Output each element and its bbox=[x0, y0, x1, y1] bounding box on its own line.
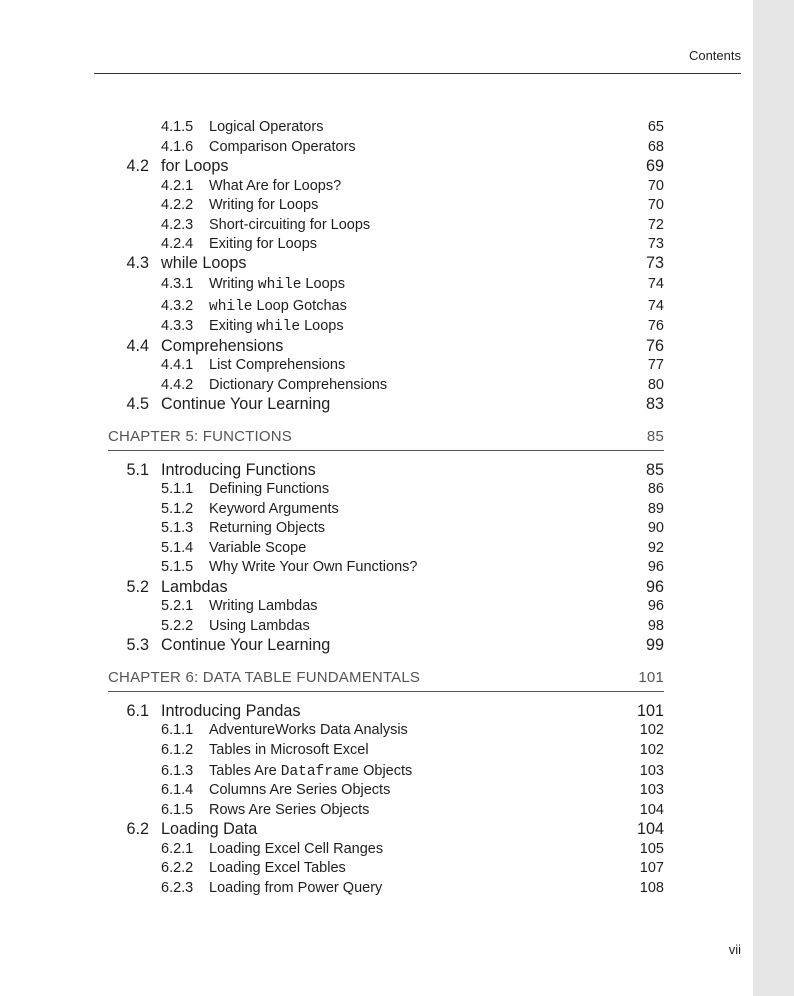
toc-entry-number: 4.2 bbox=[126, 157, 149, 175]
toc-entry-number: 5.1.5 bbox=[161, 559, 194, 575]
toc-entry-page: 89 bbox=[647, 501, 664, 517]
toc-entry-title bbox=[209, 215, 370, 235]
toc-entry-number: 4.2.3 bbox=[161, 217, 194, 233]
toc-entry-text: Logical Operators bbox=[209, 119, 324, 135]
toc-entry-title bbox=[209, 740, 369, 760]
toc-entry-text: Variable Scope bbox=[209, 540, 307, 556]
toc-entry-title bbox=[209, 538, 306, 558]
toc-entry-number: 5.3 bbox=[126, 636, 149, 654]
toc-entry-page: 108 bbox=[639, 880, 664, 896]
toc-entry-page: 103 bbox=[639, 782, 664, 798]
toc-entry-page: 107 bbox=[639, 860, 664, 876]
toc-entry-page: 104 bbox=[639, 802, 664, 818]
page-number: vii bbox=[728, 942, 741, 957]
toc-entry-title bbox=[161, 701, 301, 721]
toc-entry-text: Defining Functions bbox=[209, 481, 330, 497]
toc-entry-text: Returning Objects bbox=[209, 520, 326, 536]
toc-entry-page: 105 bbox=[639, 841, 664, 857]
toc-entry-text: Loading Excel Tables bbox=[209, 860, 346, 876]
toc-entry-page: 90 bbox=[647, 520, 664, 536]
toc-entry-number: 4.3.1 bbox=[161, 276, 194, 292]
toc-entry-code-text: while bbox=[256, 319, 301, 335]
toc-chapter-heading bbox=[108, 426, 664, 451]
toc-entry-text: Dictionary Comprehensions bbox=[209, 377, 388, 393]
toc-entry-page: 102 bbox=[639, 742, 664, 758]
toc-entry-text: Writing Lambdas bbox=[209, 598, 318, 614]
toc-entry-page: 85 bbox=[646, 428, 664, 445]
toc-entry-title bbox=[209, 355, 345, 375]
toc-entry-code-text: while bbox=[209, 299, 253, 315]
toc-entry-page: 73 bbox=[645, 254, 664, 272]
toc-entry-number: 4.2.4 bbox=[161, 236, 194, 252]
toc-entry-code-text: while bbox=[257, 277, 302, 293]
toc-entry-number: 5.2.1 bbox=[161, 598, 194, 614]
toc-entry-page: 86 bbox=[647, 481, 664, 497]
toc-entry-number: 4.4.2 bbox=[161, 377, 194, 393]
toc-entry-title bbox=[161, 156, 229, 176]
toc-entry-number: 4.1.5 bbox=[161, 119, 194, 135]
toc-entry-title bbox=[209, 176, 341, 196]
toc-entry-text: CHAPTER 5: FUNCTIONS bbox=[108, 428, 293, 445]
toc-entry-title bbox=[209, 195, 318, 215]
toc-entry-title bbox=[209, 137, 356, 157]
toc-entry-page: 103 bbox=[639, 763, 664, 779]
toc-entry-page: 83 bbox=[645, 395, 664, 413]
toc-entry-number: 6.1 bbox=[126, 702, 149, 720]
toc-entry-text: Comprehensions bbox=[161, 337, 284, 355]
toc-entry-text: Continue Your Learning bbox=[161, 636, 331, 654]
toc-entry-page: 70 bbox=[647, 178, 664, 194]
toc-entry-title bbox=[209, 274, 345, 295]
toc-entry-number: 5.1.3 bbox=[161, 520, 194, 536]
toc-entry-page: 99 bbox=[645, 636, 664, 654]
toc-entry-text: Lambdas bbox=[161, 578, 228, 596]
toc-entry-title bbox=[209, 800, 369, 820]
toc-entry-page: 65 bbox=[647, 119, 664, 135]
running-head: Contents bbox=[688, 48, 741, 63]
toc-entry-page: 96 bbox=[645, 578, 664, 596]
toc-entry-title bbox=[161, 253, 247, 273]
toc-entry-title bbox=[209, 596, 318, 616]
toc-entry-title bbox=[209, 296, 347, 317]
header-rule bbox=[94, 73, 741, 74]
toc-entry-text: Rows Are Series Objects bbox=[209, 802, 370, 818]
toc-entry-page: 76 bbox=[645, 337, 664, 355]
toc-entry-page: 101 bbox=[636, 702, 664, 720]
toc-entry-title bbox=[161, 460, 316, 480]
toc-entry-number: 6.2.1 bbox=[161, 841, 194, 857]
toc-entry-title bbox=[108, 426, 292, 448]
toc-entry-text: AdventureWorks Data Analysis bbox=[209, 722, 408, 738]
toc-entry-number: 4.3 bbox=[126, 254, 149, 272]
toc-entry-text: Introducing Pandas bbox=[161, 702, 301, 720]
toc-entry-title bbox=[209, 839, 383, 859]
toc-entry-title bbox=[209, 518, 325, 538]
toc-entry-title bbox=[209, 375, 387, 395]
toc-entry-number: 5.1.4 bbox=[161, 540, 194, 556]
toc-entry-number: 5.1 bbox=[126, 461, 149, 479]
toc-entry-number: 5.1.2 bbox=[161, 501, 194, 517]
toc-entry-text: Objects bbox=[359, 763, 413, 779]
toc-entry-page: 77 bbox=[647, 357, 664, 373]
toc-entry-page: 102 bbox=[639, 722, 664, 738]
toc-entry-page: 69 bbox=[645, 157, 664, 175]
toc-entry-number: 4.2.1 bbox=[161, 178, 194, 194]
page-margin-strip bbox=[753, 0, 794, 996]
toc-entry-title bbox=[209, 557, 417, 577]
toc-entry-page: 68 bbox=[647, 139, 664, 155]
toc-entry-page: 70 bbox=[647, 197, 664, 213]
toc-entry-text: Loop Gotchas bbox=[252, 298, 347, 314]
toc-entry-number: 4.4.1 bbox=[161, 357, 194, 373]
toc-entry-text: Loading Data bbox=[161, 820, 258, 838]
toc-entry-page: 104 bbox=[636, 820, 664, 838]
toc-entry-page: 72 bbox=[647, 217, 664, 233]
toc-entry-number: 6.1.1 bbox=[161, 722, 194, 738]
toc-entry-number: 4.3.2 bbox=[161, 298, 194, 314]
toc-entry-text: Writing bbox=[209, 276, 258, 292]
toc-entry-number: 5.1.1 bbox=[161, 481, 194, 497]
toc-entry-number: 6.2 bbox=[126, 820, 149, 838]
toc-entry-text: Loops bbox=[300, 318, 344, 334]
toc-entry-title bbox=[209, 780, 390, 800]
toc-entry-title bbox=[161, 336, 283, 356]
toc-entry-number: 6.1.3 bbox=[161, 763, 194, 779]
toc-entry-page: 73 bbox=[647, 236, 664, 252]
toc-entry-text: Continue Your Learning bbox=[161, 395, 331, 413]
toc-entry-title bbox=[108, 667, 420, 689]
toc-entry-number: 6.2.2 bbox=[161, 860, 194, 876]
toc-entry-page: 96 bbox=[647, 598, 664, 614]
toc-entry-text: Loading Excel Cell Ranges bbox=[209, 841, 384, 857]
toc-entry-title bbox=[209, 761, 412, 782]
toc-entry-title bbox=[161, 819, 257, 839]
toc-entry-title bbox=[161, 577, 228, 597]
toc-entry-text: Loading from Power Query bbox=[209, 880, 383, 896]
toc-entry-title bbox=[209, 479, 329, 499]
toc-entry-title bbox=[209, 234, 317, 254]
toc-entry-text: Tables in Microsoft Excel bbox=[209, 742, 369, 758]
toc-entry-page: 74 bbox=[647, 276, 664, 292]
toc-entry-text: CHAPTER 6: DATA TABLE FUNDAMENTALS bbox=[108, 669, 421, 686]
toc-entry-page: 92 bbox=[647, 540, 664, 556]
toc-entry-title bbox=[209, 316, 344, 337]
toc-entry-text: Why Write Your Own Functions? bbox=[209, 559, 418, 575]
toc-entry-page: 85 bbox=[645, 461, 664, 479]
toc-entry-title bbox=[209, 616, 310, 636]
toc-entry-text: Exiting bbox=[209, 318, 257, 334]
toc-entry-text: Short-circuiting for Loops bbox=[209, 217, 371, 233]
toc-entry-text: Keyword Arguments bbox=[209, 501, 339, 517]
toc-entry-text: Tables Are bbox=[209, 763, 281, 779]
toc-entry-title bbox=[209, 858, 346, 878]
toc-entry-page: 74 bbox=[647, 298, 664, 314]
toc-entry-text: Columns Are Series Objects bbox=[209, 782, 391, 798]
toc-entry-number: 4.2.2 bbox=[161, 197, 194, 213]
toc-entry-number: 6.1.5 bbox=[161, 802, 194, 818]
toc-entry-text: What Are for Loops? bbox=[209, 178, 342, 194]
toc-entry-title bbox=[209, 499, 339, 519]
toc-entry-page: 96 bbox=[647, 559, 664, 575]
toc-entry-number: 5.2.2 bbox=[161, 618, 194, 634]
toc-entry-number: 4.1.6 bbox=[161, 139, 194, 155]
toc-entry-text: for Loops bbox=[161, 157, 229, 175]
toc-entry-number: 5.2 bbox=[126, 578, 149, 596]
toc-entry-number: 4.3.3 bbox=[161, 318, 194, 334]
toc-entry-page: 101 bbox=[638, 669, 664, 686]
toc-entry-title bbox=[161, 635, 330, 655]
toc-entry-number: 4.5 bbox=[126, 395, 149, 413]
toc-entry-page: 98 bbox=[647, 618, 664, 634]
toc-entry-text: Exiting for Loops bbox=[209, 236, 318, 252]
toc-entry-page: 80 bbox=[647, 377, 664, 393]
toc-entry-page: 76 bbox=[647, 318, 664, 334]
toc-entry-code-text: Dataframe bbox=[280, 764, 360, 780]
toc-entry-number: 6.1.2 bbox=[161, 742, 194, 758]
toc-entry-number: 6.2.3 bbox=[161, 880, 194, 896]
toc-chapter-heading bbox=[108, 667, 664, 692]
toc-entry-text: List Comprehensions bbox=[209, 357, 346, 373]
toc-entry-text: Comparison Operators bbox=[209, 139, 356, 155]
toc-entry-title bbox=[209, 720, 408, 740]
toc-entry-text: Writing for Loops bbox=[209, 197, 319, 213]
toc-entry-title bbox=[161, 394, 330, 414]
toc-entry-text: Introducing Functions bbox=[161, 461, 316, 479]
toc-entry-text: Using Lambdas bbox=[209, 618, 310, 634]
toc-entry-text: while Loops bbox=[161, 254, 247, 272]
toc-entry-title bbox=[209, 878, 382, 898]
toc-entry-number: 4.4 bbox=[126, 337, 149, 355]
toc-entry-text: Loops bbox=[301, 276, 345, 292]
toc-entry-number: 6.1.4 bbox=[161, 782, 194, 798]
toc-entry-title bbox=[209, 117, 323, 137]
